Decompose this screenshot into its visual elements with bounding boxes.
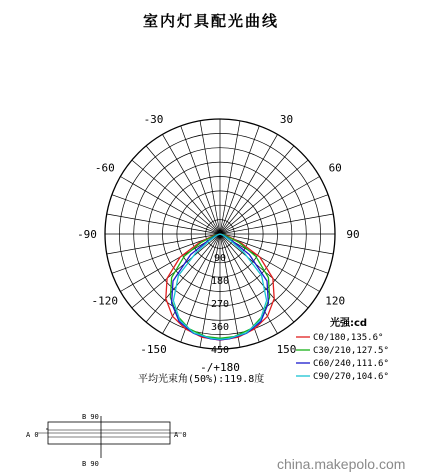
radial-label: 450 <box>210 345 230 356</box>
legend-entry: C60/240,111.6° <box>313 359 389 369</box>
radial-label: 270 <box>210 299 230 310</box>
legend-entry: C30/210,127.5° <box>313 346 389 356</box>
angle-label: -/+180 <box>200 361 240 374</box>
luminaire-diagram <box>26 413 187 468</box>
angle-label: -60 <box>94 161 115 175</box>
angle-label: -30 <box>143 112 164 126</box>
legend-title: 光强:cd <box>330 318 368 329</box>
diagram-top-label: B 90 <box>82 413 99 421</box>
legend-entry: C0/180,135.6° <box>313 333 384 343</box>
beam-angle-text: 平均光束角(50%):119.8度 <box>138 374 265 385</box>
legend-entry: C90/270,104.6° <box>313 372 389 382</box>
angle-label: 0 <box>216 228 224 241</box>
watermark: china.makepolo.com <box>277 456 406 472</box>
diagram-bottom-label: B 90 <box>82 460 99 468</box>
radial-label: 180 <box>210 276 230 287</box>
diagram-right-label: A 0 <box>174 431 187 439</box>
angle-label: -150 <box>140 343 167 357</box>
angle-label: 30 <box>279 112 294 126</box>
angle-label: -90 <box>77 228 97 241</box>
diagram-left-label: A 0 <box>26 431 39 439</box>
angle-label: 120 <box>325 294 346 308</box>
angle-label: 90 <box>346 228 360 241</box>
chart-title: 室内灯具配光曲线 <box>142 12 280 30</box>
radial-label: 360 <box>210 322 230 333</box>
radial-label: 90 <box>213 253 227 264</box>
angle-label: -120 <box>91 294 119 308</box>
angle-label: 150 <box>276 343 297 357</box>
angle-label: 60 <box>328 161 342 175</box>
legend <box>296 316 389 382</box>
